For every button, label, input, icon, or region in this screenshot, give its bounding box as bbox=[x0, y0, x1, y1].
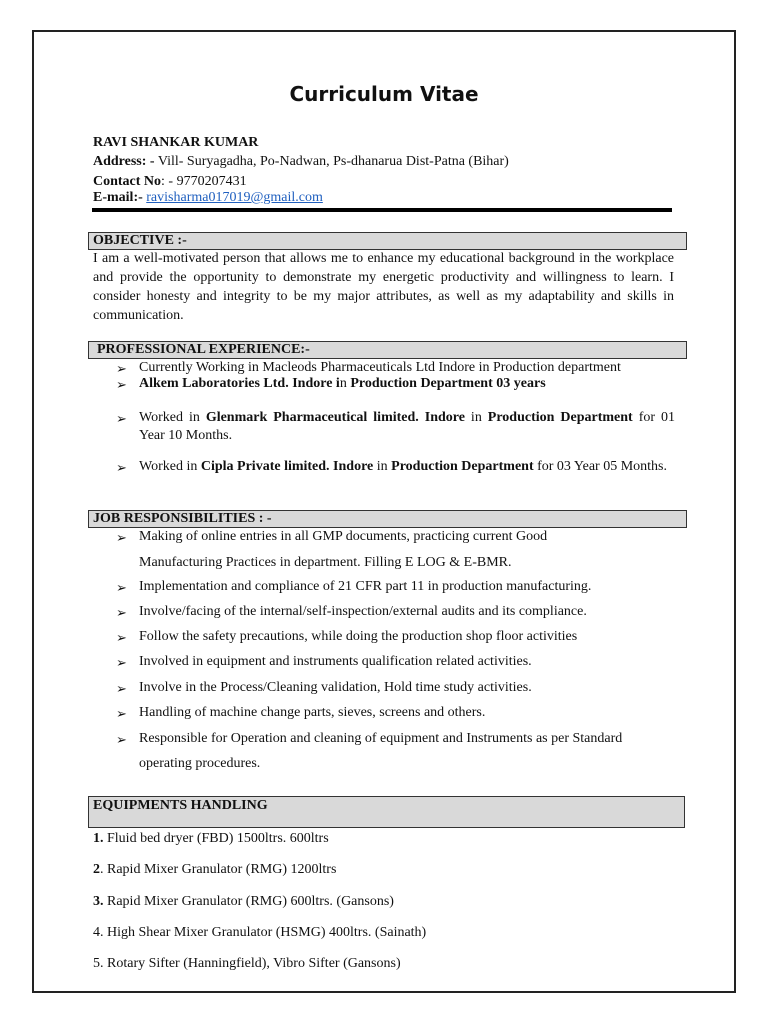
responsibilities-heading: JOB RESPONSIBILITIES : - bbox=[88, 510, 687, 528]
responsibility-item: Making of online entries in all GMP documents, practicing current Good bbox=[139, 529, 548, 544]
responsibility-item: Follow the safety precautions, while doing the production shop floor activities bbox=[139, 629, 578, 644]
bullet-icon: ➢ bbox=[116, 681, 127, 696]
candidate-name: RAVI SHANKAR KUMAR bbox=[93, 135, 259, 150]
experience-item-3: Worked in Glenmark Pharmaceutical limited. Indore in Production Department for 01 Year 10 Months. bbox=[139, 410, 676, 443]
address-value: Vill- Suryagadha, Po-Nadwan, Ps-dhanarua Dist-Patna (Bihar) bbox=[154, 154, 509, 169]
equipment-heading: EQUIPMENTS HANDLING bbox=[88, 796, 685, 828]
email-link[interactable]: ravisharma017019@gmail.com bbox=[146, 190, 323, 205]
address-line bbox=[93, 153, 509, 170]
experience-heading: PROFESSIONAL EXPERIENCE:- bbox=[88, 341, 687, 359]
email-label: E-mail:- bbox=[93, 190, 143, 205]
responsibility-item: Implementation and compliance of 21 CFR part 11 in production manufacturing. bbox=[139, 579, 592, 594]
bullet-icon: ➢ bbox=[116, 706, 127, 721]
responsibility-item-continued: operating procedures. bbox=[139, 756, 261, 771]
contact-value: : - 9770207431 bbox=[161, 174, 247, 189]
document-title: Curriculum Vitae bbox=[289, 82, 479, 106]
bullet-icon: ➢ bbox=[116, 605, 127, 620]
experience-item-4: Worked in Cipla Private limited. Indore in Production Department for 03 Year 05 Months. bbox=[139, 459, 667, 474]
equipment-item-5: 5. Rotary Sifter (Hanningfield), Vibro Sifter (Gansons) bbox=[93, 956, 401, 971]
address-label: Address: - bbox=[93, 154, 155, 169]
header-divider bbox=[92, 208, 672, 212]
responsibility-item: Involve/facing of the internal/self-inspection/external audits and its compliance. bbox=[139, 604, 587, 619]
bullet-icon: ➢ bbox=[116, 530, 127, 545]
equipment-item-3: 3. Rapid Mixer Granulator (RMG) 600ltrs. (Gansons) bbox=[93, 894, 394, 909]
equipment-item-4: 4. High Shear Mixer Granulator (HSMG) 400ltrs. (Sainath) bbox=[93, 925, 427, 940]
email-line bbox=[93, 189, 323, 206]
objective-text: I am a well-motivated person that allows me to enhance my educational background in the workplace and provide the opportunity to demonstrate my energetic productivity and willingness to learn. I consider honesty and integrity to be my major attributes, as well as my adaptability and skills in communication. bbox=[93, 251, 674, 323]
responsibility-item: Handling of machine change parts, sieves, screens and others. bbox=[139, 705, 486, 720]
bullet-icon: ➢ bbox=[116, 411, 127, 426]
bullet-icon: ➢ bbox=[116, 655, 127, 670]
bullet-icon: ➢ bbox=[116, 361, 127, 376]
bullet-icon: ➢ bbox=[116, 377, 127, 392]
responsibility-item: Involve in the Process/Cleaning validation, Hold time study activities. bbox=[139, 680, 532, 695]
equipment-item-2: 2. Rapid Mixer Granulator (RMG) 1200ltrs bbox=[93, 862, 337, 877]
contact-label: Contact No bbox=[93, 174, 162, 189]
responsibility-item: Involved in equipment and instruments qualification related activities. bbox=[139, 654, 532, 669]
bullet-icon: ➢ bbox=[116, 630, 127, 645]
responsibility-item: Responsible for Operation and cleaning of equipment and Instruments as per Standard bbox=[139, 731, 623, 746]
experience-item-2: Alkem Laboratories Ltd. Indore in Production Department 03 years bbox=[139, 376, 546, 391]
contact-line bbox=[93, 173, 247, 190]
bullet-icon: ➢ bbox=[116, 580, 127, 595]
experience-item-1: Currently Working in Macleods Pharmaceuticals Ltd Indore in Production department bbox=[139, 360, 621, 375]
bullet-icon: ➢ bbox=[116, 460, 127, 475]
bullet-icon: ➢ bbox=[116, 732, 127, 747]
equipment-item-1: 1. Fluid bed dryer (FBD) 1500ltrs. 600ltrs bbox=[93, 831, 329, 846]
responsibility-item-continued: Manufacturing Practices in department. Filling E LOG & E-BMR. bbox=[139, 555, 512, 570]
objective-heading: OBJECTIVE :- bbox=[88, 232, 687, 250]
